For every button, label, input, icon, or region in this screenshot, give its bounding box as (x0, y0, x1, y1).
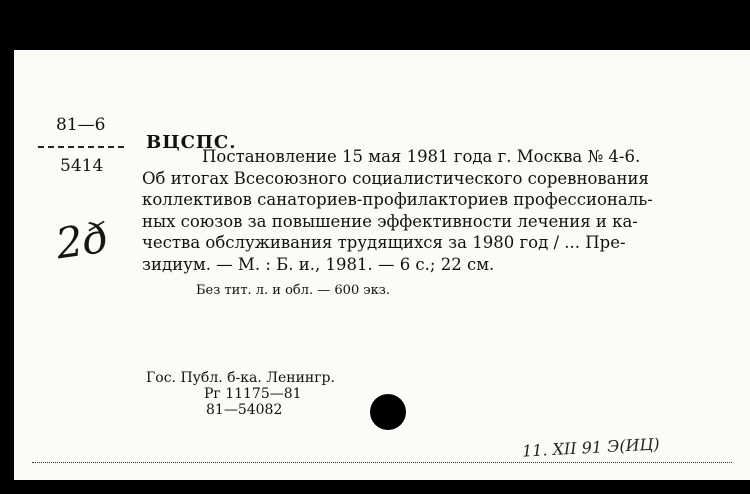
library-code: Рг 11175—81 (204, 386, 302, 402)
library-info (146, 370, 335, 418)
inventory-number: 5414 (60, 156, 104, 176)
bibliographic-description (142, 146, 653, 275)
library-number: 81—54082 (206, 402, 283, 418)
body-line: чества обслуживания трудящихся за 1980 год / ... Пре- (142, 233, 626, 252)
body-line: Об итогах Всесоюзного социалистического соревнования (142, 168, 649, 188)
body-line: зидиум. — М. : Б. и., 1981. — 6 с.; 22 см. (142, 254, 495, 274)
library-name: Гос. Публ. б-ка. Ленингр. (146, 370, 335, 386)
catalog-card (14, 50, 750, 480)
card-heading: ВЦСПС. (146, 132, 237, 153)
handwritten-date-stamp: 11. XII 91 Э(ИЦ) (521, 434, 661, 461)
body-line: Постановление 15 мая 1981 года г. Москва № 4-6. (202, 147, 641, 166)
punch-hole (370, 394, 406, 430)
handwritten-mark: 2ð (52, 212, 112, 269)
body-line: ных союзов за повышение эффективности лечения и ка- (142, 211, 638, 231)
edition-note: Без тит. л. и обл. — 600 экз. (196, 283, 390, 298)
bottom-divider (32, 462, 732, 463)
number-divider (38, 146, 124, 148)
body-line: коллективов санаториев-профилакториев профессиональ- (142, 190, 653, 209)
class-number: 81—6 (56, 115, 106, 135)
